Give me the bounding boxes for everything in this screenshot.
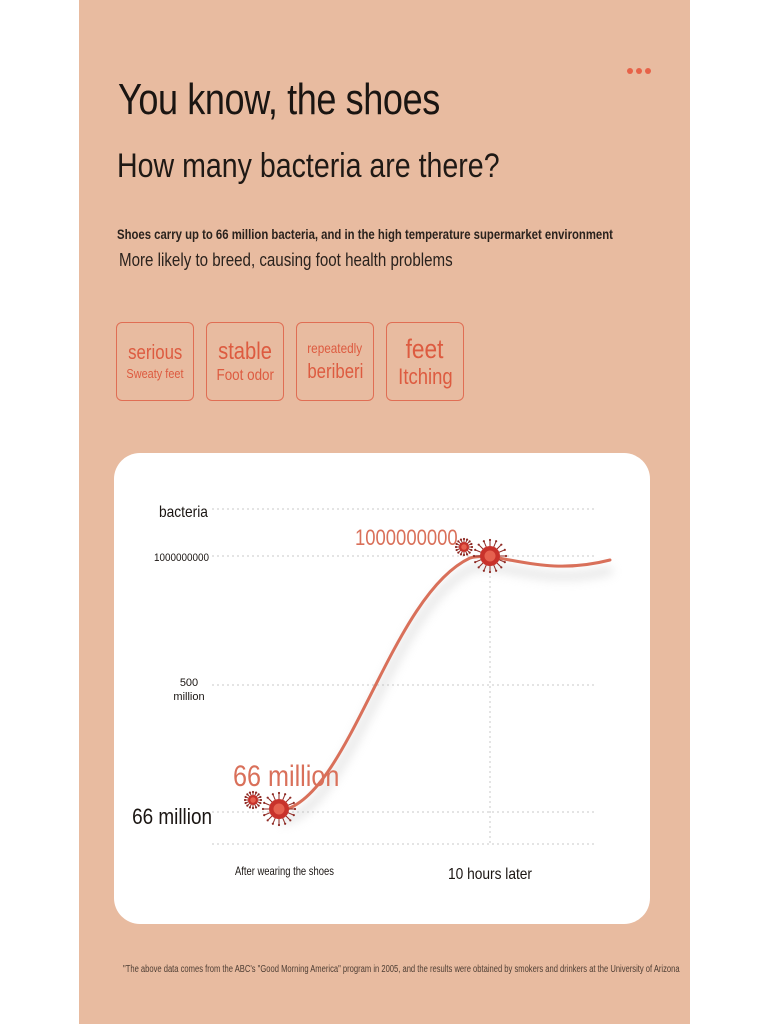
bacterium-tip (483, 540, 485, 542)
bacterium-tip (500, 544, 502, 546)
symptom-card-beriberi (296, 322, 374, 401)
bacterium-core (461, 544, 467, 550)
bacterium-tip (284, 823, 286, 825)
bacterium-tip (259, 802, 261, 804)
symptom-top: stable (218, 337, 272, 365)
bacterium-tip (245, 796, 247, 798)
bacterium-core (274, 804, 285, 815)
bacterium-tip (260, 799, 262, 801)
bacteria-icon (244, 791, 262, 809)
y-tick-label: 66 million (132, 804, 212, 830)
page-subtitle: How many bacteria are there? (117, 147, 500, 185)
bacterium-tip (457, 552, 459, 554)
bacterium-tip (483, 570, 485, 572)
bacterium-tip (495, 570, 497, 572)
bacterium-tip (470, 549, 472, 551)
axis-layer (132, 503, 532, 883)
symptom-card-foot-odor (206, 322, 284, 401)
bacterium-tip (466, 553, 468, 555)
bacterium-tip (263, 802, 265, 804)
bacterium-core (250, 797, 256, 803)
bacterium-tip (474, 549, 476, 551)
data-label: 1000000000 (355, 526, 458, 551)
bacterium-tip (463, 554, 465, 556)
bacterium-tip (255, 806, 257, 808)
bacterium-tip (504, 549, 506, 551)
bacteria-growth-chart (114, 453, 650, 924)
page-title: You know, the shoes (118, 75, 440, 124)
bacterium-tip (474, 561, 476, 563)
dot (645, 68, 651, 74)
chart-card (114, 453, 650, 924)
symptom-top: feet (406, 333, 444, 364)
bacterium-tip (469, 552, 471, 554)
x-tick-label: After wearing the shoes (235, 865, 334, 879)
source-footnote: "The above data comes from the ABC's "Good Morning America" program in 2005, and the results were obtained by smokers and drinkers at the University of Arizona (123, 964, 680, 975)
bacterium-tip (293, 802, 295, 804)
bacterium-tip (252, 807, 254, 809)
y-tick-label: 500 million (173, 677, 205, 703)
bacterium-tip (489, 539, 491, 541)
bacterium-tip (460, 539, 462, 541)
symptom-bottom: Foot odor (216, 366, 274, 384)
symptom-bottom: Sweaty feet (126, 365, 184, 381)
bacterium-tip (463, 538, 465, 540)
bacterium-tip (284, 793, 286, 795)
bacterium-tip (272, 793, 274, 795)
bacterium-tip (478, 566, 480, 568)
bacterium-tip (293, 814, 295, 816)
bacterium-tip (249, 806, 251, 808)
bacterium-tip (478, 544, 480, 546)
bacteria-icon (262, 792, 296, 826)
bacteria-icon (473, 539, 507, 573)
bacterium-tip (500, 566, 502, 568)
dot (636, 68, 642, 74)
bacterium-tip (495, 540, 497, 542)
symptom-top: serious (127, 341, 183, 364)
bacterium-tip (262, 808, 264, 810)
bacterium-tip (244, 799, 246, 801)
bacterium-tip (489, 571, 491, 573)
bacterium-tip (267, 819, 269, 821)
bacterium-tip (289, 819, 291, 821)
data-label: 66 million (233, 758, 340, 793)
more-dots-icon[interactable] (627, 66, 653, 76)
bacterium-tip (258, 793, 260, 795)
bacterium-tip (272, 823, 274, 825)
grid-layer (212, 509, 594, 844)
bacterium-tip (471, 546, 473, 548)
bacterium-tip (267, 797, 269, 799)
symptom-card-itching (386, 322, 464, 401)
y-axis-label: bacteria (159, 503, 208, 522)
bacterium-tip (460, 553, 462, 555)
bacterium-tip (278, 824, 280, 826)
dot (627, 68, 633, 74)
intro-line-2: More likely to breed, causing foot health problems (119, 250, 453, 270)
symptom-card-sweaty-feet (116, 322, 194, 401)
intro-line-1: Shoes carry up to 66 million bacteria, and in the high temperature supermarket environment (117, 227, 613, 242)
bacterium-tip (466, 539, 468, 541)
bacterium-tip (289, 797, 291, 799)
bacterium-tip (470, 543, 472, 545)
bacterium-tip (294, 808, 296, 810)
y-tick-label: 1000000000 (153, 552, 209, 565)
bacterium-tip (504, 561, 506, 563)
bacterium-core (485, 551, 496, 562)
symptom-bottom: beriberi (306, 360, 364, 383)
bacterium-tip (258, 805, 260, 807)
symptom-bottom: Itching (397, 363, 453, 389)
symptom-top: repeatedly (307, 339, 363, 356)
bacterium-tip (259, 796, 261, 798)
bacterium-tip (469, 540, 471, 542)
x-tick-label: 10 hours later (447, 865, 533, 884)
bacterium-tip (245, 802, 247, 804)
bacterium-tip (263, 814, 265, 816)
bacterium-tip (505, 555, 507, 557)
bacterium-tip (246, 805, 248, 807)
bacterium-tip (473, 555, 475, 557)
bacterium-tip (246, 793, 248, 795)
